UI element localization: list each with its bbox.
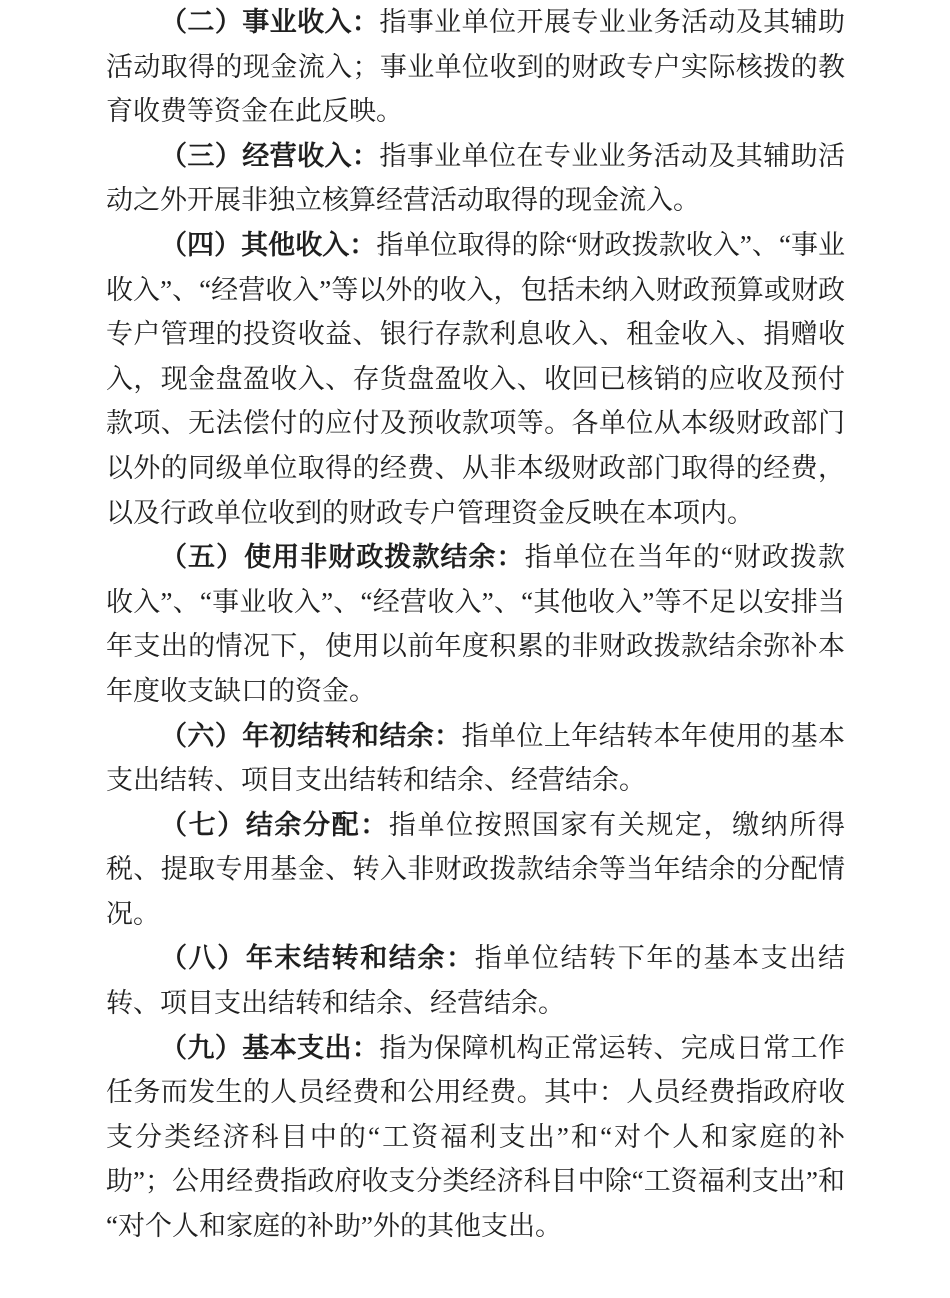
paragraph-label: （二）事业收入： [160, 7, 380, 37]
paragraph-shiyong-feicaizheng-bokuan-jieyu [106, 535, 845, 713]
paragraph-text: 指单位结转下年的基本支出结转、项目支出结转和结余、经营结余。 [106, 943, 846, 1019]
paragraph-text: 指为保障机构正常运转、完成日常工作任务而发生的人员经费和公用经费。其中：人员经费指政府收支分类经济科目中的“工资福利支出”和“对个人和家庭的补助”；公用经费指政府收支分类经济科目中除“工资福利支出”和“对个人和家庭的补助”外的其他支出。 [106, 1032, 846, 1242]
paragraph-text: 指单位按照国家有关规定，缴纳所得税、提取专用基金、转入非财政拨款结余等当年结余的分配情况。 [106, 809, 846, 929]
paragraph-nianmo-jiezhuan-jieyu [106, 936, 845, 1025]
paragraph-text: 指事业单位开展专业业务活动及其辅助活动取得的现金流入；事业单位收到的财政专户实际核拨的教育收费等资金在此反映。 [106, 7, 846, 127]
paragraph-text: 指单位在当年的“财政拨款收入”、“事业收入”、“经营收入”、“其他收入”等不足以安排当年支出的情况下，使用以前年度积累的非财政拨款结余弥补本年度收支缺口的资金。 [106, 542, 846, 706]
paragraph-label: （五）使用非财政拨款结余： [160, 542, 525, 573]
paragraph-qita-shouru [106, 223, 845, 535]
paragraph-label: （九）基本支出： [160, 1032, 380, 1063]
paragraph-label: （八）年末结转和结余： [160, 943, 475, 974]
paragraph-jingying-shouru [106, 134, 845, 223]
paragraph-label: （四）其他收入： [160, 229, 377, 260]
paragraph-label: （七）结余分配： [160, 809, 389, 840]
paragraph-jiben-zhichu [106, 1026, 845, 1249]
paragraph-nianchu-jiezhuan-jieyu [106, 714, 845, 803]
document-body [106, 0, 845, 1249]
paragraph-label: （三）经营收入： [160, 140, 380, 171]
paragraph-text: 指事业单位在专业业务活动及其辅助活动之外开展非独立核算经营活动取得的现金流入。 [106, 140, 846, 216]
paragraph-text: 指单位上年结转本年使用的基本支出结转、项目支出结转和结余、经营结余。 [106, 720, 846, 796]
paragraph-shiye-shouru [106, 0, 845, 134]
paragraph-text: 指单位取得的除“财政拨款收入”、“事业收入”、“经营收入”等以外的收入，包括未纳入财政预算或财政专户管理的投资收益、银行存款利息收入、租金收入、捐赠收入，现金盘盈收入、存货盘盈收入、收回已核销的应收及预付款项、无法偿付的应付及预收款项等。各单位从本级财政部门以外的同级单位取得的经费、从非本级财政部门取得的经费，以及行政单位收到的财政专户管理资金反映在本项内。 [106, 229, 846, 528]
paragraph-label: （六）年初结转和结余： [160, 720, 462, 751]
paragraph-jieyu-fenpei [106, 803, 845, 937]
